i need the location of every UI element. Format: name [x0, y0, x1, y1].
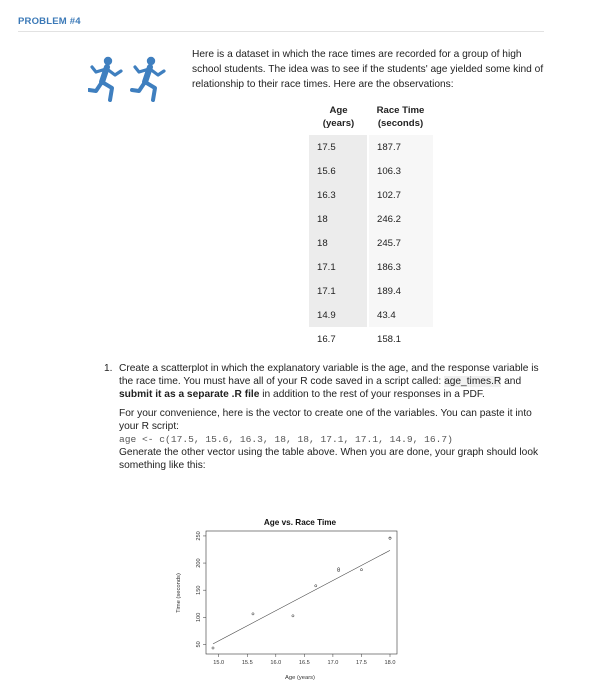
race-time-cell: 102.7 — [368, 183, 433, 207]
table-row — [309, 303, 433, 327]
table-row — [309, 159, 433, 183]
race-time-cell: 186.3 — [368, 255, 433, 279]
table-row — [309, 255, 433, 279]
table-row — [309, 135, 433, 159]
table-header-row — [309, 104, 433, 135]
table-row — [309, 279, 433, 303]
runner-right-icon — [132, 57, 164, 100]
x-tick-label: 16.0 — [270, 660, 282, 666]
runners-icon — [88, 55, 166, 105]
convenience-note: For your convenience, here is the vector to create one of the variables. You can paste it into your R script: — [119, 408, 532, 432]
race-time-cell: 245.7 — [368, 231, 433, 255]
data-point — [252, 613, 254, 615]
race-time-cell: 158.1 — [377, 333, 402, 345]
data-point — [338, 568, 340, 570]
observations-table — [309, 104, 433, 351]
race-time-cell: 246.2 — [368, 207, 433, 231]
age-vector-code: age <- c(17.5, 15.6, 16.3, 18, 18, 17.1, 17.1, 14.9, 16.7) — [119, 434, 453, 445]
runner-left-icon — [89, 57, 121, 100]
title-divider — [18, 31, 544, 32]
scatterplot — [168, 512, 408, 687]
y-axis-label: Time (seconds) — [176, 573, 182, 613]
age-cell: 18 — [309, 231, 368, 255]
x-tick-label: 18.0 — [384, 660, 396, 666]
race-time-cell: 189.4 — [368, 279, 433, 303]
y-tick-label: 100 — [196, 612, 202, 622]
age-cell: 17.1 — [309, 279, 368, 303]
race-time-cell: 43.4 — [368, 303, 433, 327]
y-tick-label: 150 — [196, 585, 202, 595]
table-row — [309, 327, 433, 351]
age-cell: 17.1 — [309, 255, 368, 279]
age-cell: 14.9 — [309, 303, 368, 327]
age-cell: 15.6 — [309, 159, 368, 183]
script-filename: age_times.R — [444, 376, 502, 387]
chart-title: Age vs. Race Time — [263, 518, 337, 527]
table-row — [309, 207, 433, 231]
age-cell: 16.3 — [309, 183, 368, 207]
x-tick-label: 17.0 — [327, 660, 339, 666]
data-point — [315, 585, 317, 587]
data-point — [360, 569, 362, 571]
submit-instruction: submit it as a separate .R file — [119, 389, 260, 400]
plot-frame — [206, 531, 397, 654]
x-tick-label: 16.5 — [298, 660, 310, 666]
question-1 — [104, 362, 544, 472]
x-tick-label: 15.0 — [213, 660, 225, 666]
race-time-column-header: Race Time (seconds) — [376, 105, 425, 129]
data-point — [389, 537, 391, 539]
data-point — [292, 615, 294, 617]
age-cell: 17.5 — [309, 135, 368, 159]
x-tick-label: 17.5 — [356, 660, 367, 666]
x-axis-label: Age (years) — [285, 675, 315, 681]
intro-paragraph: Here is a dataset in which the race times are recorded for a group of high school students. The idea was to see if the students' age yielded some kind of relationship to their race times. Here are the observations: — [192, 49, 544, 90]
race-time-cell: 187.7 — [368, 135, 433, 159]
generate-instruction: Generate the other vector using the table above. When you are done, your graph should look something like this: — [119, 447, 539, 471]
x-tick-label: 15.5 — [241, 660, 253, 666]
question-number: 1. — [104, 363, 113, 374]
y-tick-label: 200 — [196, 558, 202, 568]
age-column-header: Age (years) — [322, 105, 355, 129]
age-cell: 16.7 — [309, 327, 368, 351]
problem-title: PROBLEM #4 — [18, 16, 81, 27]
age-cell: 18 — [309, 207, 368, 231]
table-row — [309, 231, 433, 255]
table-row — [309, 183, 433, 207]
question-instructions: Create a scatterplot in which the explanatory variable is the age, and the response variable is the race time. You must have all of your R code saved in a script called: age_times.R and submit it as a separate .R file in addition to the rest of your responses in a PDF. — [119, 363, 539, 400]
race-time-cell: 106.3 — [368, 159, 433, 183]
y-tick-label: 50 — [196, 641, 202, 648]
fit-line — [213, 550, 390, 643]
y-tick-label: 250 — [196, 531, 202, 541]
data-point — [212, 647, 214, 649]
